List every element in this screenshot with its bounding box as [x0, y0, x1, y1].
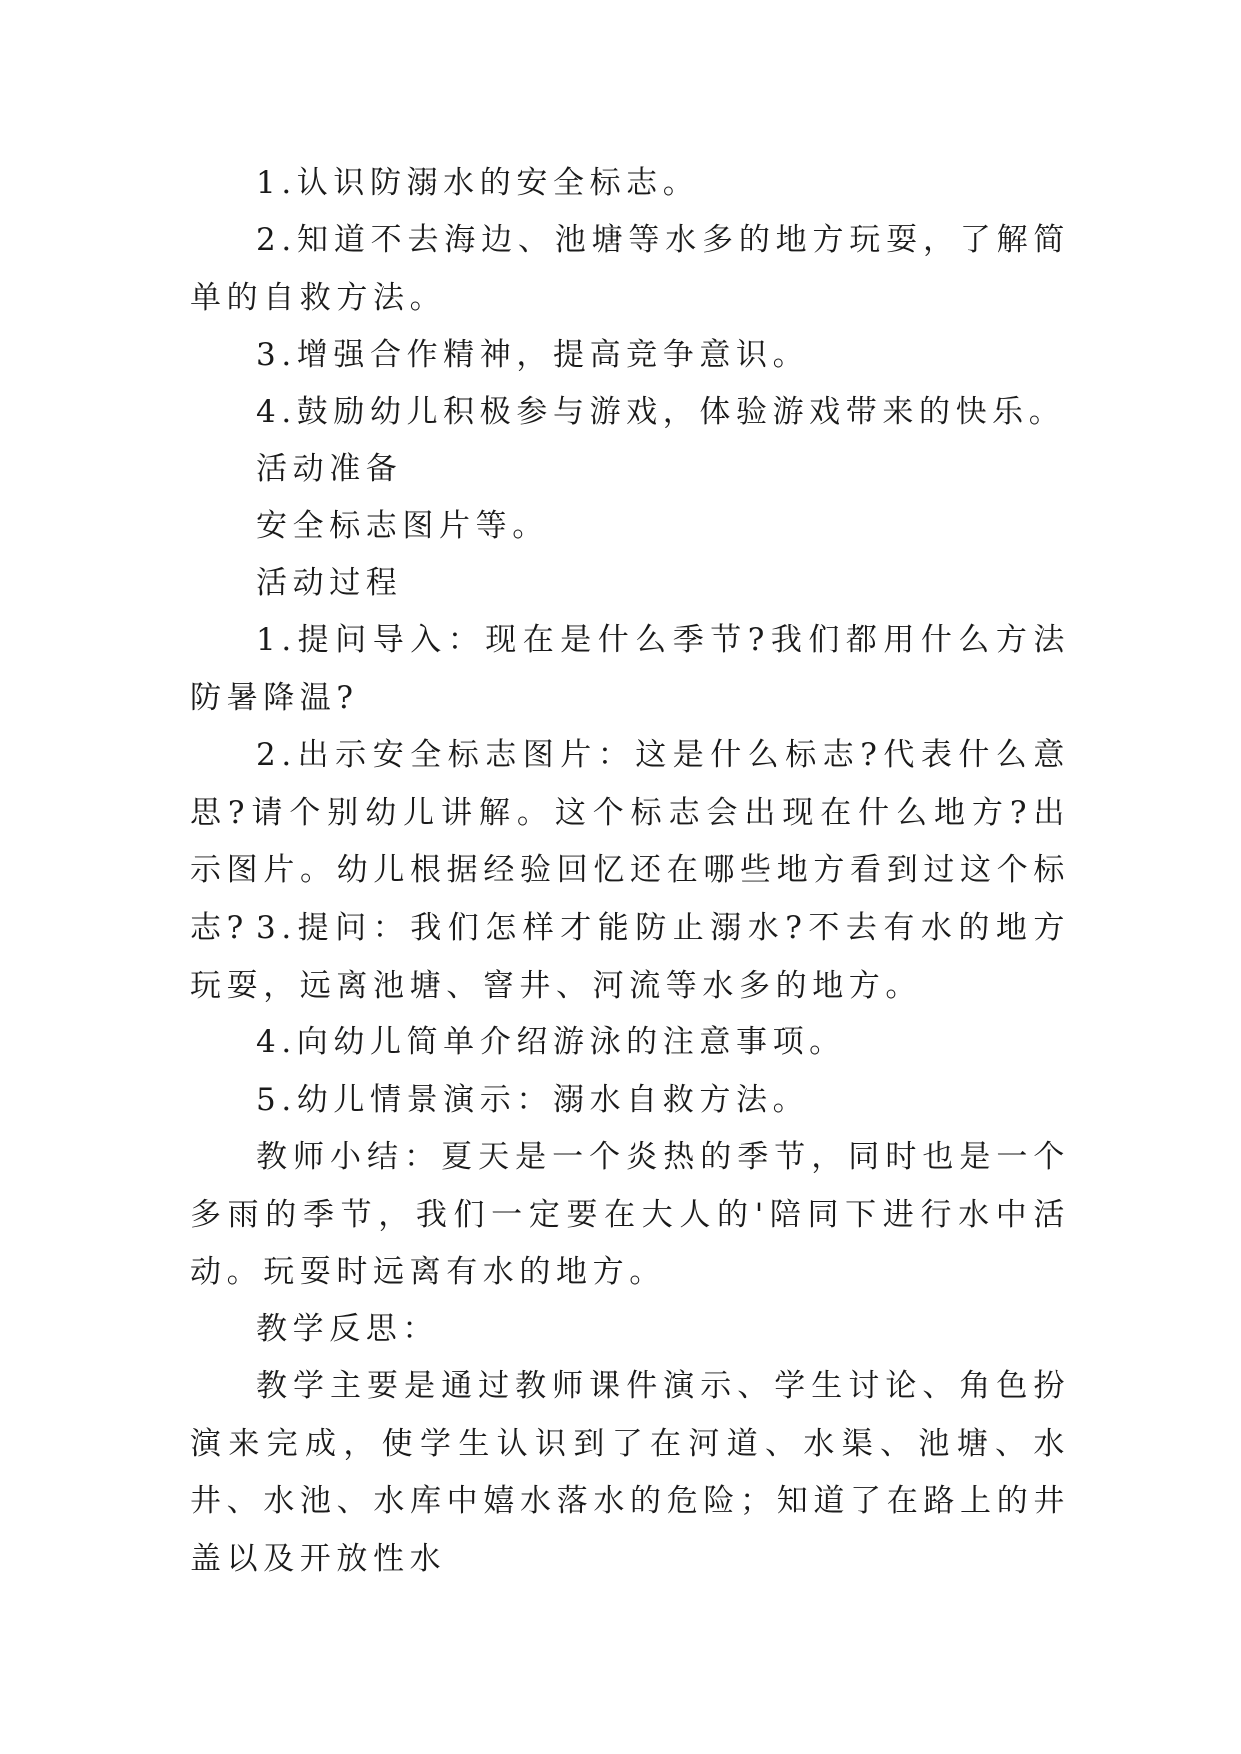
- section-heading-reflection: 教学反思：: [256, 1311, 439, 1347]
- process-step-2: 2.出示安全标志图片：这是什么标志?代表什么意思?请个别幼儿讲解。这个标志会出现在什么地方?出示图片。幼儿根据经验回忆还在哪些地方看到过这个标志?: [190, 737, 1070, 946]
- objective-4: 4.鼓励幼儿积极参与游戏，体验游戏带来的快乐。: [256, 394, 1066, 430]
- process-step-4: 4.向幼儿简单介绍游泳的注意事项。: [256, 1024, 846, 1060]
- objective-1: 1.认识防溺水的安全标志。: [256, 165, 700, 201]
- teacher-summary: 教师小结：夏天是一个炎热的季节，同时也是一个多雨的季节，我们一定要在大人的'陪同下进行水中活动。玩耍时远离有水的地方。: [190, 1139, 1070, 1290]
- process-step-3: 3.提问：我们怎样才能防止溺水?不去有水的地方玩耍，远离池塘、窨井、河流等水多的地方。: [190, 910, 1070, 1004]
- process-step-5: 5.幼儿情景演示：溺水自救方法。: [256, 1082, 810, 1118]
- process-step-1: 1.提问导入：现在是什么季节?我们都用什么方法防暑降温?: [190, 622, 1070, 716]
- preparation-text: 安全标志图片等。: [256, 508, 549, 544]
- section-heading-process: 活动过程: [256, 565, 403, 601]
- reflection-text: 教学主要是通过教师课件演示、学生讨论、角色扮演来完成，使学生认识到了在河道、水渠、池塘、水井、水池、水库中嬉水落水的危险；知道了在路上的井盖以及开放性水: [190, 1368, 1070, 1577]
- objective-3: 3.增强合作精神，提高竞争意识。: [256, 337, 810, 373]
- objective-2: 2.知道不去海边、池塘等水多的地方玩耍，了解简单的自救方法。: [190, 222, 1070, 316]
- section-heading-preparation: 活动准备: [256, 451, 403, 487]
